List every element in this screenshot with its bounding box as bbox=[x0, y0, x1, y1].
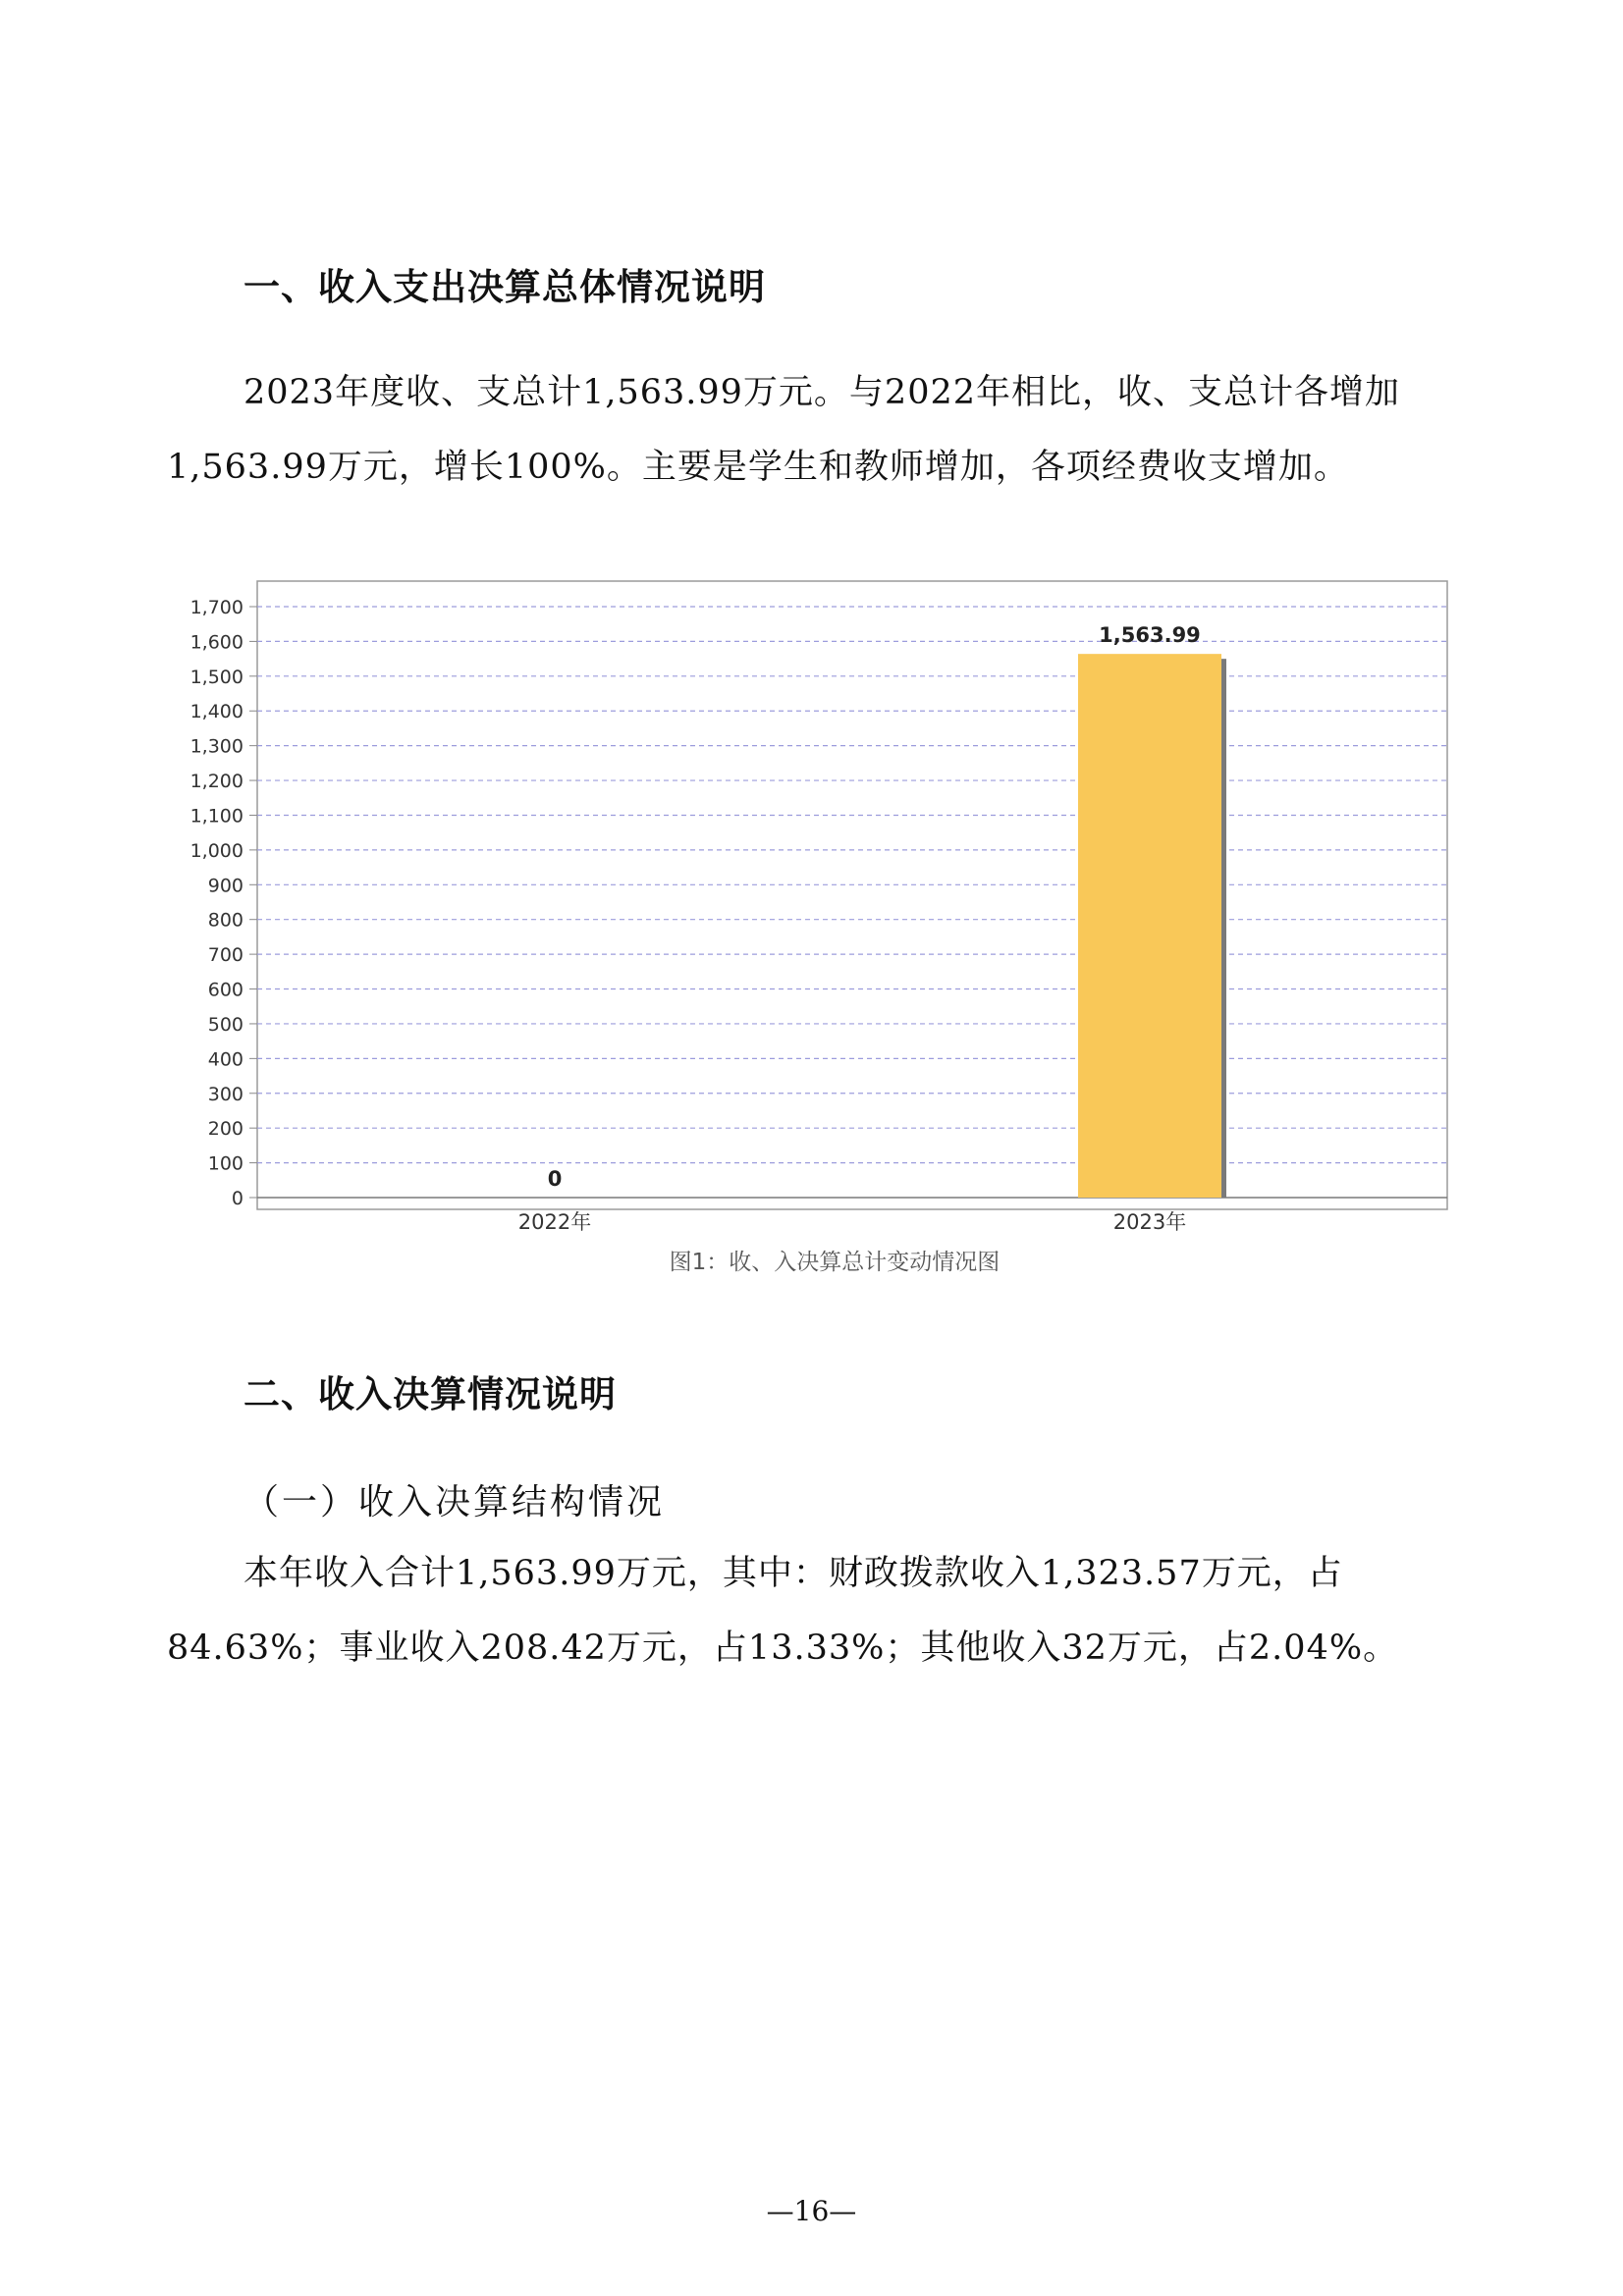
section2-paragraph: 本年收入合计1,563.99万元，其中：财政拨款收入1,323.57万元，占84.63%；事业收入208.42万元，占13.33%；其他收入32万元，占2.04%。 bbox=[167, 1554, 1399, 1668]
y-tick-label: 1,500 bbox=[189, 666, 243, 688]
y-tick-label: 800 bbox=[207, 909, 243, 932]
y-tick-label: 1,100 bbox=[189, 805, 243, 828]
plot-area bbox=[257, 581, 1447, 1209]
y-tick-label: 1,300 bbox=[189, 735, 243, 758]
y-tick-label: 0 bbox=[231, 1188, 243, 1209]
bar-value-label: 0 bbox=[547, 1167, 563, 1191]
section1-heading: 一、收入支出决算总体情况说明 bbox=[243, 266, 766, 308]
y-tick-label: 1,400 bbox=[189, 701, 243, 723]
y-tick-label: 300 bbox=[207, 1083, 243, 1105]
y-tick-label: 500 bbox=[207, 1013, 243, 1036]
y-tick-label: 900 bbox=[207, 875, 243, 897]
y-tick-label: 1,000 bbox=[189, 839, 243, 862]
y-tick-label: 200 bbox=[207, 1118, 243, 1141]
x-tick-label: 2022年 bbox=[517, 1210, 592, 1234]
x-tick-label: 2023年 bbox=[1112, 1210, 1187, 1234]
bar-value-label: 1,563.99 bbox=[1099, 623, 1201, 648]
y-tick-label: 400 bbox=[207, 1048, 243, 1071]
y-tick-label: 1,600 bbox=[189, 631, 243, 654]
section1-paragraph: 2023年度收、支总计1,563.99万元。与2022年相比，收、支总计各增加1,563.99万元，增长100%。主要是学生和教师增加，各项经费收支增加。 bbox=[167, 373, 1401, 487]
y-tick-label: 700 bbox=[207, 944, 243, 967]
y-tick-label: 600 bbox=[207, 979, 243, 1001]
section2-heading: 二、收入决算情况说明 bbox=[243, 1373, 617, 1415]
y-tick-label: 1,700 bbox=[189, 597, 243, 618]
y-tick-label: 1,200 bbox=[189, 771, 243, 793]
section2-subheading: （一）收入决算结构情况 bbox=[243, 1482, 666, 1522]
bar bbox=[1078, 654, 1221, 1198]
income-expense-chart bbox=[167, 569, 1463, 1286]
page-number: —16— bbox=[766, 2195, 857, 2227]
y-tick-label: 100 bbox=[207, 1152, 243, 1175]
chart-caption: 图1：收、入决算总计变动情况图 bbox=[669, 1250, 1001, 1275]
